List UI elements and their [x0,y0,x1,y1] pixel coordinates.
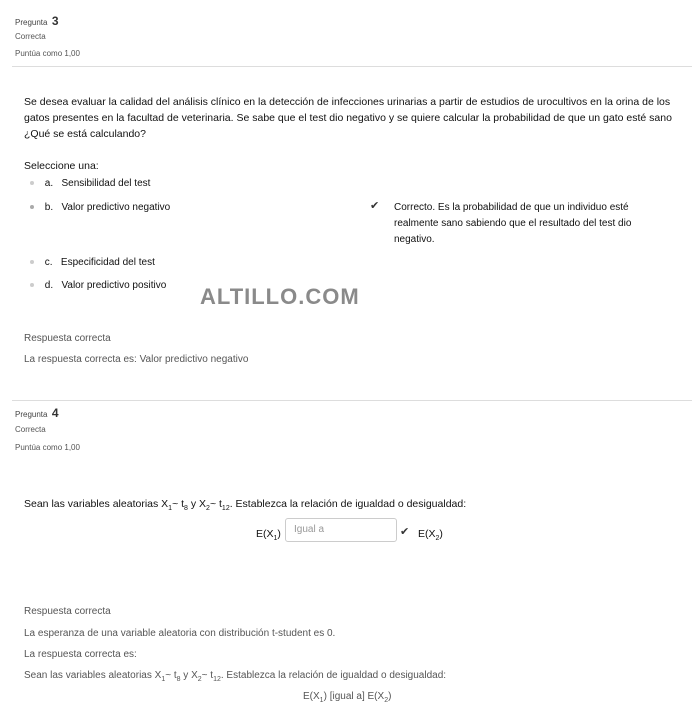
text-part: E(X [256,528,274,540]
q4-points: Puntúa como 1,00 [15,443,80,452]
rhs-expression [418,526,443,547]
watermark: ALTILLO.COM [200,284,360,309]
text-part: ) [277,528,281,540]
subscript: 8 [176,676,181,683]
q4-number: 4 [51,406,59,420]
text-part: ) [439,528,443,540]
q4-label: Pregunta [15,410,48,419]
text-part: Sean las variables aleatorias X [24,498,169,510]
q4-state: Correcta [15,425,46,434]
q3-option-a[interactable] [30,178,150,189]
q3-option-d[interactable] [30,280,166,291]
q4-answer-question [24,670,446,683]
q4-explanation: La esperanza de una variable aleatoria con distribución t-student es 0. [24,628,336,639]
subscript: 1 [319,697,324,704]
subscript: 1 [161,676,166,683]
subscript: 2 [206,505,210,513]
option-text: Valor predictivo negativo [61,202,171,213]
text-part: . Establezca la relación de igualdad o desigualdad: [229,498,467,510]
subscript: 12 [213,676,221,683]
q3-option-c[interactable] [30,257,155,268]
q3-option-b[interactable] [30,202,170,213]
text-part: E(X [367,691,385,702]
q3-question-text: Se desea evaluar la calidad del análisis clínico en la detección de infecciones urinarias a partir de estudios de urocultivos en la orina de los gatos presentes en la facultad de veterinaria. Se sabe que el test dio negativo y se quiere calcular la probabilidad de que un gato esté sano ¿Qué se está calculando? [24,96,672,140]
subscript: 1 [273,535,278,543]
text-part: y X [180,670,198,681]
text-part: ) [388,691,392,702]
text-part: . Establezca la relación de igualdad o desigualdad: [220,670,447,681]
text-part: ) [323,691,327,702]
text-part: ~ t [201,670,214,681]
radio-dot-icon[interactable] [30,181,34,185]
q3-label: Pregunta [15,18,48,27]
text-part: y X [187,498,207,510]
subscript: 2 [435,535,440,543]
option-letter: c. [44,257,53,268]
answer-value: [igual a] [329,691,365,702]
q3-prompt: Seleccione una: [24,160,99,172]
lhs-expression [256,526,281,547]
text-part: ~ t [165,670,177,681]
option-text: Sensibilidad del test [61,178,151,189]
check-icon: ✔ [400,526,410,538]
answer-input[interactable]: Igual a [285,518,397,542]
radio-dot-icon[interactable] [30,260,34,264]
q4-answer-intro: La respuesta correcta es: [24,649,137,660]
text-part: E(X [418,528,436,540]
option-letter: d. [44,280,54,291]
q4-answer-expression [303,691,391,704]
check-icon: ✔ [370,200,380,212]
q3-info [15,12,59,30]
q3-answer-header: Respuesta correcta [24,333,111,344]
option-letter: b. [44,202,54,213]
q3-answer-text: La respuesta correcta es: Valor predictivo negativo [24,354,249,365]
option-letter: a. [44,178,54,189]
q3-points: Puntúa como 1,00 [15,49,80,58]
option-text: Especificidad del test [60,257,155,268]
q4-info [15,404,59,422]
option-text: Valor predictivo positivo [61,280,167,291]
q3-state: Correcta [15,32,46,41]
text-part: ~ t [209,498,222,510]
subscript: 2 [384,697,389,704]
divider [12,66,692,67]
subscript: 8 [184,505,188,513]
q4-question-text [24,496,466,517]
q4-answer-header: Respuesta correcta [24,606,111,617]
radio-dot-icon[interactable] [30,283,34,287]
text-part: ~ t [172,498,185,510]
divider [12,400,692,401]
subscript: 12 [221,505,230,513]
q3-feedback: Correcto. Es la probabilidad de que un individuo esté realmente sano sabiendo que el resultado del test dio negativo. [394,202,632,245]
q3-number: 3 [51,14,59,28]
subscript: 1 [168,505,173,513]
subscript: 2 [197,676,202,683]
text-part: E(X [303,691,320,702]
text-part: Sean las variables aleatorias X [24,670,162,681]
radio-dot-icon[interactable] [30,205,34,209]
